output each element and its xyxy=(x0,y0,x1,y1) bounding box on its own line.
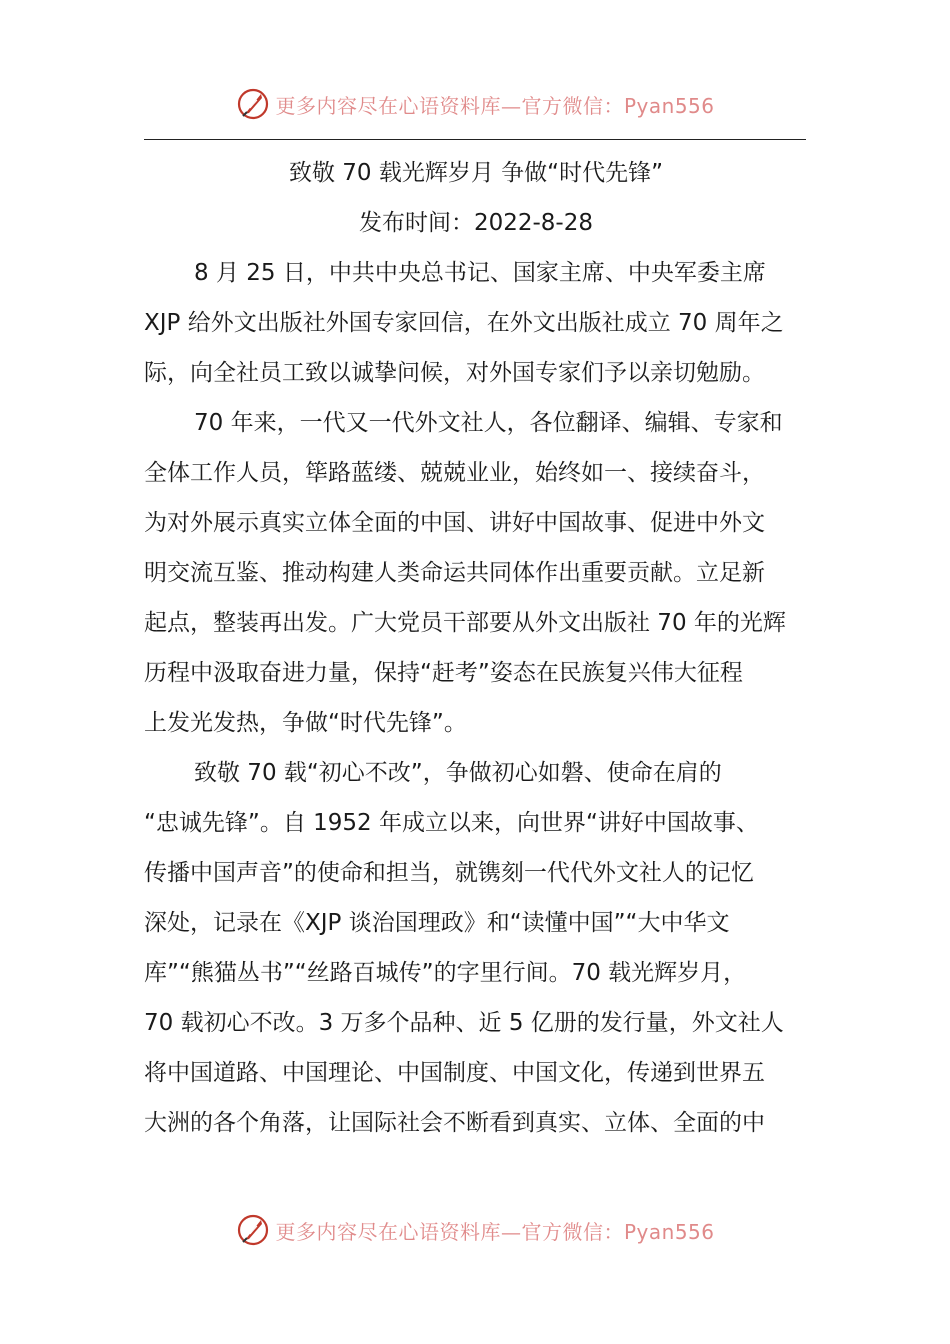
paragraph-line: 致敬 70 载“初心不改”，争做初心如磐、使命在肩的 xyxy=(194,760,722,786)
paragraph-line: 历程中汲取奋进力量，保持“赶考”姿态在民族复兴伟大征程 xyxy=(144,660,743,686)
paragraph-line: 8 月 25 日，中共中央总书记、国家主席、中央军委主席 xyxy=(194,260,766,286)
watermark-text: 更多内容尽在心语资料库—官方微信：Pyan556 xyxy=(275,1219,715,1244)
quill-pen-icon xyxy=(235,86,271,122)
paragraph-line: 传播中国声音”的使命和担当，就镌刻一代代外文社人的记忆 xyxy=(144,860,754,886)
paragraph-line: 深处，记录在《XJP 谈治国理政》和“读懂中国”“大中华文 xyxy=(144,910,730,936)
paragraph-line: 上发光发热，争做“时代先锋”。 xyxy=(144,710,467,736)
publish-date: 发布时间：2022-8-28 xyxy=(358,210,594,236)
paragraph-line: 70 年来，一代又一代外文社人，各位翻译、编辑、专家和 xyxy=(194,410,783,436)
header-divider xyxy=(144,139,806,140)
paragraph-line: XJP 给外文出版社外国专家回信，在外文出版社成立 70 周年之 xyxy=(144,310,784,336)
watermark-text: 更多内容尽在心语资料库—官方微信：Pyan556 xyxy=(275,93,715,118)
paragraph-line: 起点，整装再出发。广大党员干部要从外文出版社 70 年的光辉 xyxy=(144,610,786,636)
article-body xyxy=(144,148,808,1148)
paragraph-line: 明交流互鉴、推动构建人类命运共同体作出重要贡献。立足新 xyxy=(144,560,765,586)
footer-watermark xyxy=(0,1208,950,1252)
article-title: 致敬 70 载光辉岁月 争做“时代先锋” xyxy=(288,160,664,186)
paragraph-line: 库”“熊猫丛书”“丝路百城传”的字里行间。70 载光辉岁月， xyxy=(144,960,747,986)
paragraph-line: 全体工作人员，筚路蓝缕、兢兢业业，始终如一、接续奋斗， xyxy=(144,460,765,486)
paragraph-line: “忠诚先锋”。自 1952 年成立以来，向世界“讲好中国故事、 xyxy=(144,810,759,836)
paragraph-line: 为对外展示真实立体全面的中国、讲好中国故事、促进中外文 xyxy=(144,510,765,536)
paragraph-line: 际，向全社员工致以诚挚问候，对外国专家们予以亲切勉励。 xyxy=(144,360,765,386)
paragraph-line: 将中国道路、中国理论、中国制度、中国文化，传递到世界五 xyxy=(144,1060,765,1086)
paragraph-line: 70 载初心不改。3 万多个品种、近 5 亿册的发行量，外文社人 xyxy=(144,1010,784,1036)
header-watermark xyxy=(0,82,950,126)
quill-pen-icon xyxy=(235,1212,271,1248)
paragraph-line: 大洲的各个角落，让国际社会不断看到真实、立体、全面的中 xyxy=(144,1110,765,1136)
